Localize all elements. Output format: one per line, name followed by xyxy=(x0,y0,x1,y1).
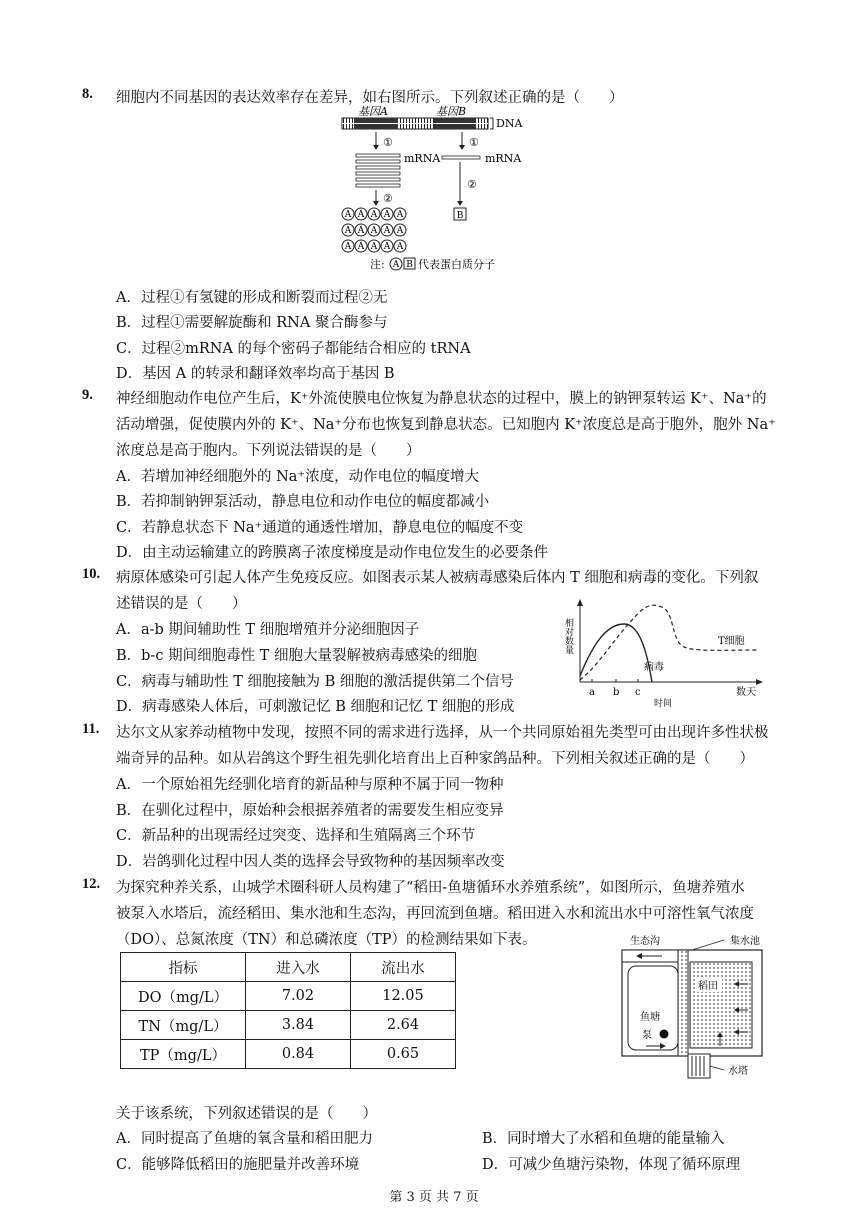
page-footer: 第 3 页 共 7 页 xyxy=(389,1190,479,1205)
option-c: C．若静息状态下 Na⁺通道的通透性增加，静息电位的幅度不变 xyxy=(116,520,524,536)
table-cell: 7.02 xyxy=(246,982,351,1011)
note-prefix: 注: xyxy=(370,258,385,271)
gene-b-label: 基因B xyxy=(436,105,467,118)
svg-text:A: A xyxy=(383,226,391,236)
x-axis-label: 时间 xyxy=(654,699,673,708)
question-stem-line: 神经细胞动作电位产生后，K⁺外流使膜电位恢复为静息状态的过程中，膜上的钠钾泵转运 K⁺、Na⁺的 xyxy=(116,391,767,407)
mrna-stack-left xyxy=(356,154,400,187)
step1-right: ① xyxy=(469,136,479,149)
pond-label: 鱼塘 xyxy=(640,1012,660,1023)
virus-label: 病毒 xyxy=(644,662,664,673)
option-a: A．一个原始祖先经驯化培育的新品种与原种不属于同一物种 xyxy=(116,777,504,793)
option-b: B．同时增大了水稻和鱼塘的能量输入 xyxy=(482,1131,725,1147)
table-cell: TP（mg/L） xyxy=(121,1040,246,1069)
svg-text:A: A xyxy=(383,242,391,252)
question-number: 12. xyxy=(82,876,101,892)
table-header: 进入水 xyxy=(246,953,351,982)
question-stem-line: 达尔文从家养动植物中发现，按照不同的需求进行选择，从一个共同原始祖先类型可由出现许多性状极 xyxy=(116,725,769,741)
question-stem-line: 被泵入水塔后，流经稻田、集水池和生态沟，再回流到鱼塘。稻田进入水和流出水中可溶性氧气浓度 xyxy=(116,906,754,922)
pool-label: 集水池 xyxy=(730,936,760,947)
option-a: A．a-b 期间辅助性 T 细胞增殖并分泌细胞因子 xyxy=(116,622,420,638)
option-a: A．过程①有氢键的形成和断裂而过程②无 xyxy=(116,290,388,306)
question-stem-line: 浓度总是高于胞内。下列说法错误的是（ ） xyxy=(116,443,421,459)
option-d: D．病毒感染人体后，可刺激记忆 B 细胞和记忆 T 细胞的形成 xyxy=(116,699,515,715)
option-d: D．可减少鱼塘污染物，体现了循环原理 xyxy=(482,1157,741,1173)
svg-text:A: A xyxy=(344,242,352,252)
pump-label: 泵 xyxy=(642,1030,652,1041)
question-number: 8. xyxy=(82,86,93,102)
protein-b: B xyxy=(456,211,464,221)
svg-text:A: A xyxy=(344,226,352,236)
svg-text:A: A xyxy=(392,260,400,270)
option-d: D．基因 A 的转录和翻译效率均高于基因 B xyxy=(116,366,395,382)
svg-text:A: A xyxy=(357,210,365,220)
virus-tcell-chart xyxy=(560,596,770,708)
question-stem-line: 述错误的是（ ） xyxy=(116,596,247,612)
tick-b: b xyxy=(613,687,620,698)
option-d: D．由主动运输建立的跨膜离子浓度梯度是动作电位发生的必要条件 xyxy=(116,545,549,561)
question-stem: 细胞内不同基因的表达效率存在差异，如右图所示。下列叙述正确的是（ ） xyxy=(116,90,624,106)
gene-expression-figure xyxy=(330,104,530,274)
table-cell: 12.05 xyxy=(351,982,456,1011)
ditch-label: 生态沟 xyxy=(630,936,660,947)
tick-a: a xyxy=(589,687,595,698)
question-stem-line: 关于该系统，下列叙述错误的是（ ） xyxy=(116,1106,377,1122)
water-quality-table xyxy=(120,952,456,1069)
svg-text:A: A xyxy=(396,226,404,236)
option-c: C．能够降低稻田的施肥量并改善环境 xyxy=(116,1157,360,1173)
table-cell: 0.84 xyxy=(246,1040,351,1069)
virus-curve xyxy=(580,624,652,682)
question-stem-line: 为探究种养关系，山城学术圈科研人员构建了“稻田-鱼塘循环水养殖系统”，如图所示，鱼塘养殖水 xyxy=(116,880,745,896)
svg-text:A: A xyxy=(383,210,391,220)
y-axis-label: 相对数量 xyxy=(563,618,573,654)
table-row xyxy=(121,1011,456,1040)
table-cell: 2.64 xyxy=(351,1011,456,1040)
option-a: A．同时提高了鱼塘的氧含量和稻田肥力 xyxy=(116,1131,373,1147)
table-row xyxy=(121,982,456,1011)
option-b: B．在驯化过程中，原始种会根据养殖者的需要发生相应变异 xyxy=(116,803,504,819)
gene-a-label: 基因A xyxy=(358,105,388,118)
option-a: A．若增加神经细胞外的 Na⁺浓度，动作电位的幅度增大 xyxy=(116,469,480,485)
svg-text:A: A xyxy=(370,242,378,252)
question-stem-line: 端奇异的品种。如从岩鸽这个野生祖先驯化培育出上百种家鸽品种。下列相关叙述正确的是（ ） xyxy=(116,751,754,767)
table-header: 流出水 xyxy=(351,953,456,982)
svg-text:A: A xyxy=(396,210,404,220)
svg-text:A: A xyxy=(370,210,378,220)
question-stem-line: 活动增强，促使膜内外的 K⁺、Na⁺分布也恢复到静息状态。已知胞内 K⁺浓度总是高于胞外，胞外 Na⁺ xyxy=(116,417,776,433)
tick-c: c xyxy=(635,687,641,698)
option-b: B．若抑制钠钾泵活动，静息电位和动作电位的幅度都减小 xyxy=(116,494,490,510)
table-header: 指标 xyxy=(121,953,246,982)
option-b: B．b-c 期间细胞毒性 T 细胞大量裂解被病毒感染的细胞 xyxy=(116,648,477,664)
note-tail: 代表蛋白质分子 xyxy=(418,258,495,271)
table-row xyxy=(121,1040,456,1069)
question-stem-line: （DO）、总氮浓度（TN）和总磷浓度（TP）的检测结果如下表。 xyxy=(116,932,537,948)
table-cell: 0.65 xyxy=(351,1040,456,1069)
table-cell: TN（mg/L） xyxy=(121,1011,246,1040)
option-d: D．岩鸽驯化过程中因人类的选择会导致物种的基因频率改变 xyxy=(116,854,505,870)
option-c: C．新品种的出现需经过突变、选择和生殖隔离三个环节 xyxy=(116,828,476,844)
question-number: 11. xyxy=(82,721,100,737)
x-unit-label: 数天 xyxy=(736,687,756,698)
svg-text:A: A xyxy=(357,226,365,236)
svg-text:A: A xyxy=(344,210,352,220)
paddy-label: 稻田 xyxy=(698,981,718,992)
table-cell: DO（mg/L） xyxy=(121,982,246,1011)
step2-left: ② xyxy=(383,192,393,205)
svg-text:B: B xyxy=(406,260,413,270)
question-number: 9. xyxy=(82,387,93,403)
step2-right: ② xyxy=(467,178,477,191)
mrna-right-label: mRNA xyxy=(485,152,522,165)
option-c: C．过程②mRNA 的每个密码子都能结合相应的 tRNA xyxy=(116,341,471,357)
step1-left: ① xyxy=(383,136,393,149)
table-cell: 3.84 xyxy=(246,1011,351,1040)
option-b: B．过程①需要解旋酶和 RNA 聚合酶参与 xyxy=(116,315,388,331)
svg-text:A: A xyxy=(396,242,404,252)
dna-label: DNA xyxy=(496,117,523,130)
question-number: 10. xyxy=(82,566,101,582)
svg-text:A: A xyxy=(370,226,378,236)
question-stem-line: 病原体感染可引起人体产生免疫反应。如图表示某人被病毒感染后体内 T 细胞和病毒的变化。下列叙 xyxy=(116,570,759,586)
svg-text:A: A xyxy=(357,242,365,252)
tower-label: 水塔 xyxy=(728,1066,748,1077)
mrna-left-label: mRNA xyxy=(404,152,441,165)
option-c: C．病毒与辅助性 T 细胞接触为 B 细胞的激活提供第二个信号 xyxy=(116,674,514,690)
rice-fish-system-figure xyxy=(612,934,782,1086)
t-cell-label: T细胞 xyxy=(718,636,745,647)
